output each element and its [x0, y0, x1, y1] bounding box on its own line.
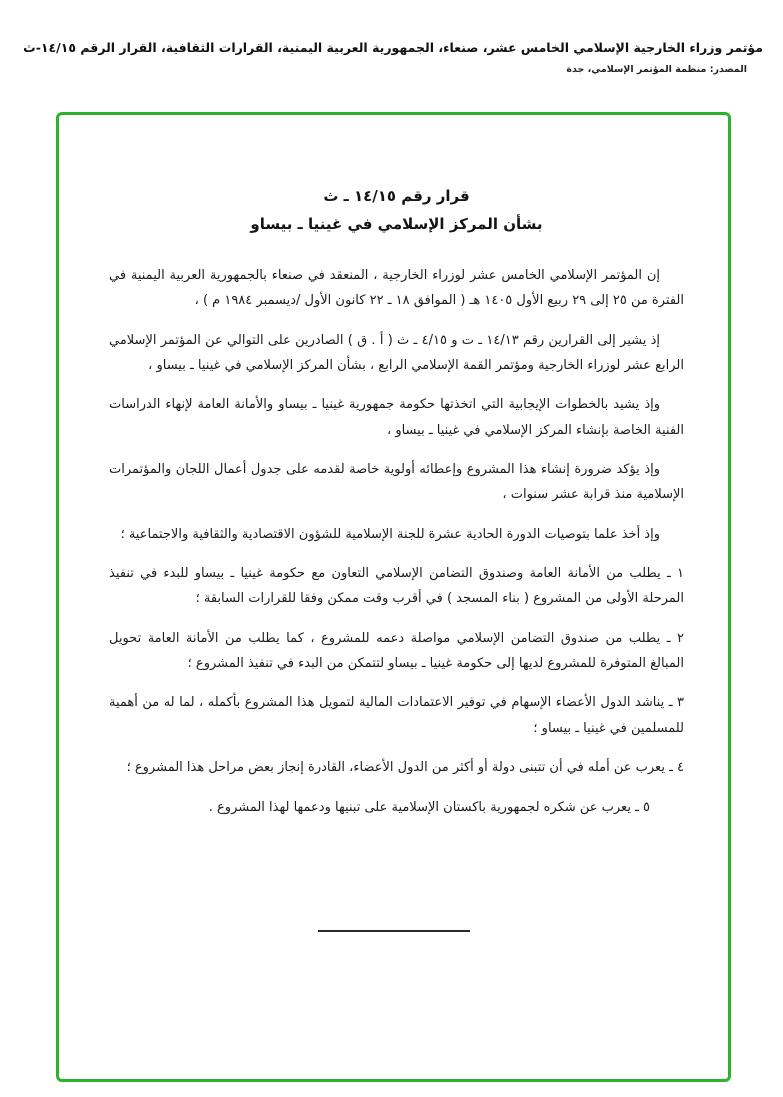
operative-paragraph-4: ٤ ـ يعرب عن أمله في أن تتبنى دولة أو أكثر من الدول الأعضاء، القادرة إنجاز بعض مراحل هذا المشروع ؛ [126, 760, 684, 776]
document-source-header [20, 40, 763, 75]
operative-paragraph-3: ٣ ـ يناشد الدول الأعضاء الإسهام في توفير الاعتمادات المالية لتمويل هذا المشروع بأكمله ، لما له من أهمية للمسلمين في غينيا ـ بيساو ؛ [109, 695, 684, 736]
preamble-paragraph: وإذ يؤكد ضرورة إنشاء هذا المشروع وإعطائه أولوية خاصة لقدمه على جدول أعمال اللجان والمؤتمرات الإسلامية منذ قرابة عشر سنوات ، [109, 462, 684, 503]
preamble-paragraph: وإذ يشيد بالخطوات الإيجابية التي اتخذتها حكومة جمهورية غينيا ـ بيساو والأمانة العامة لإنهاء الدراسات الفنية الخاصة بإنشاء المركز الإسلامي في غينيا ـ بيساو ، [109, 397, 684, 438]
header-citation: مؤتمر وزراء الخارجية الإسلامي الخامس عشر، صنعاء، الجمهورية العربية اليمنية، القرارات الثقافية، القرار الرقم ١٤/١٥-ث [23, 40, 763, 55]
operative-paragraph-1: ١ ـ يطلب من الأمانة العامة وصندوق التضامن الإسلامي التعاون مع حكومة غينيا ـ بيساو للبدء في تنفيذ المرحلة الأولى من المشروع ( بناء المسجد ) في أقرب وقت ممكن وفقا للقرارات السابقة ؛ [109, 566, 684, 607]
operative-paragraph-2: ٢ ـ يطلب من صندوق التضامن الإسلامي مواصلة دعمه للمشروع ، كما يطلب من الأمانة العامة تحويل المبالغ المتوفرة للمشروع لديها إلى حكومة غينيا ـ بيساو لتتمكن من البدء في تنفيذ المشروع ؛ [109, 630, 684, 672]
preamble-paragraph: إذ يشير إلى القرارين رقم ١٤/١٣ ـ ت و ٤/١٥ ـ ث ( أ . ق ) الصادرين على التوالي عن المؤتمر الإسلامي الرابع عشر لوزراء الخارجية ومؤتمر القمة الإسلامي الرابع ، بشأن المركز الإسلامي في غينيا ـ بيساو ، [109, 332, 684, 374]
preamble-paragraph: وإذ أخذ علما بتوصيات الدورة الحادية عشرة للجنة الإسلامية للشؤون الاقتصادية والثقافية والاجتماعية ؛ [120, 526, 660, 542]
resolution-body [109, 263, 684, 820]
operative-paragraph-5: ٥ ـ يعرب عن شكره لجمهورية باكستان الإسلامية على تبنيها ودعمها لهذا المشروع . [208, 799, 650, 815]
scanned-page [59, 115, 728, 1079]
footer-rule [318, 930, 470, 932]
preamble-paragraph: إن المؤتمر الإسلامي الخامس عشر لوزراء الخارجية ، المنعقد في صنعاء بالجمهورية العربية اليمنية في الفترة من ٢٥ إلى ٢٩ ربيع الأول ١٤٠٥ هـ ( الموافق ١٨ ـ ٢٢ كانون الأول /ديسمبر ١٩٨٤ م ) ، [109, 268, 684, 309]
resolution-number-title: قرار رقم ١٤/١٥ ـ ث [323, 187, 470, 205]
header-source: المصدر: منظمة المؤتمر الإسلامي، جدة [566, 63, 747, 75]
resolution-title-block [109, 187, 684, 233]
resolution-subject-title: بشأن المركز الإسلامي في غينيا ـ بيساو [250, 215, 543, 233]
scanned-page-frame [56, 112, 731, 1082]
